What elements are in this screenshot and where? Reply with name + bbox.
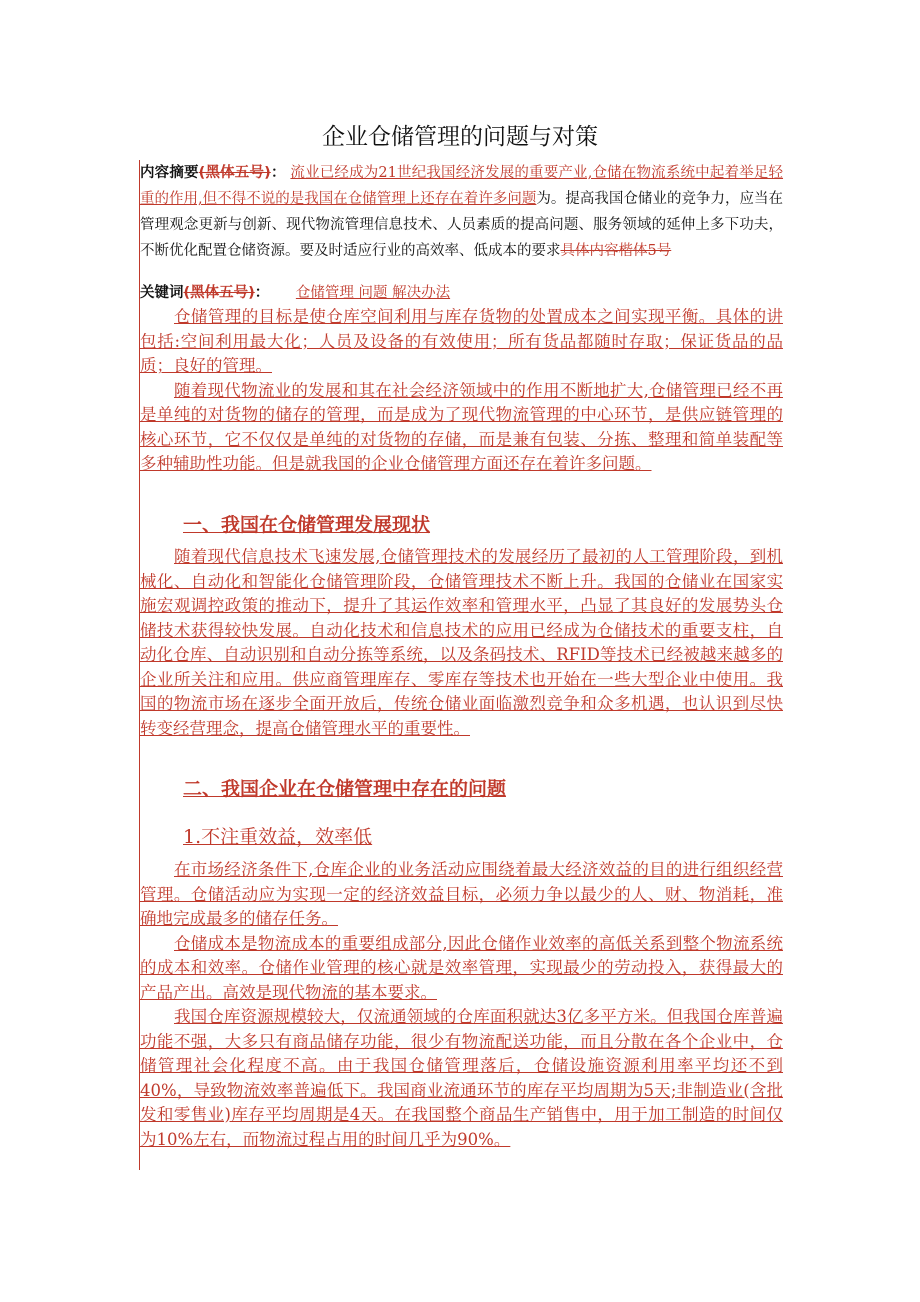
section2-body: [140, 858, 783, 1152]
section2-paragraph: 在市场经济条件下,仓库企业的业务活动应围绕着最大经济效益的目的进行组织经营管理。仓储活动应为实现一定的经济效益目标，必须力争以最少的人、财、物消耗，准确地完成最多的储存任务。: [140, 860, 783, 928]
keywords: [140, 282, 783, 304]
section2-paragraph: 仓储成本是物流成本的重要组成部分,因此仓储作业效率的高低关系到整个物流系统的成本和效率。仓储作业管理的核心就是效率管理，实现最少的劳动投入，获得最大的产品产出。高效是现代物流的基本要求。: [140, 933, 783, 1002]
section1-heading: 一、我国在仓储管理发展现状: [183, 514, 431, 536]
abstract: [140, 160, 783, 264]
section2-paragraph: 我国仓库资源规模较大，仅流通领域的仓库面积就达3亿多平方米。但我国仓库普遍功能不强，大多只有商品储存功能，很少有物流配送功能，而且分散在各个企业中，仓储管理社会化程度不高。由于我国仓储管理落后，仓储设施资源利用率平均还不到40%，导致物流效率普遍低下。我国商业流通环节的库存平均周期为5天;非制造业(含批发和零售业)库存平均周期是4天。在我国整个商品生产销售中，用于加工制造的时间仅为10%左右，而物流过程占用的时间几乎为90%。: [140, 1007, 783, 1149]
abstract-inserted-text: 流业已经成为21世纪我国经济发展的重要产业,仓储在物流系统中起着举足轻重的作用,但不得不说的是我国在仓储管理上还存在着许多问题: [140, 165, 784, 207]
keywords-label: 关键词: [140, 285, 184, 301]
abstract-deleted-note: 具体内容楷体5号: [560, 243, 672, 259]
abstract-colon: ：: [270, 165, 286, 181]
document-title: 企业仓储管理的问题与对策: [322, 124, 598, 150]
abstract-label-format-note: (黑体五号): [198, 165, 271, 181]
keywords-label-format-note: (黑体五号): [183, 285, 255, 301]
section1-paragraph: 随着现代信息技术飞速发展,仓储管理技术的发展经历了最初的人工管理阶段，到机械化、自动化和智能化仓储管理阶段，仓储管理技术不断上升。我国的仓储业在国家实施宏观调控政策的推动下，提升了其运作效率和管理水平，凸显了其良好的发展势头仓储技术获得较快发展。自动化技术和信息技术的应用已经成为仓储技术的重要支柱，自动化仓库、自动识别和自动分拣等系统，以及条码技术、RFID等技术已经被越来越多的企业所关注和应用。供应商管理库存、零库存等技术也开始在一些大型企业中使用。我国的物流市场在逐步全面开放后，传统仓储业面临激烈竞争和众多机遇，也认识到尽快转变经营理念，提高仓储管理水平的重要性。: [140, 547, 783, 738]
section2-heading: 二、我国企业在仓储管理中存在的问题: [183, 778, 507, 800]
intro: [140, 305, 783, 477]
intro-paragraph: 仓储管理的目标是使仓库空间利用与库存货物的处置成本之间实现平衡。具体的讲包括:空间利用最大化；人员及设备的有效使用；所有货品都随时存取；保证货品的品质；良好的管理。: [140, 307, 783, 375]
intro-paragraph: 随着现代物流业的发展和其在社会经济领域中的作用不断地扩大,仓储管理已经不再是单纯的对货物的储存的管理，而是成为了现代物流管理的中心环节，是供应链管理的核心环节，它不仅仅是单纯的对货物的存储，而是兼有包装、分拣、整理和简单装配等多种辅助性功能。但是就我国的企业仓储管理方面还存在着许多问题。: [140, 380, 783, 473]
keywords-value: 仓储管理 问题 解决办法: [295, 285, 451, 301]
section2-subheading: 1.不注重效益，效率低: [183, 826, 373, 848]
keywords-colon: ：: [254, 285, 270, 301]
abstract-label: 内容摘要: [140, 165, 199, 181]
abstract-text: 为。提高我国仓储业的竞争力，应当在管理观念更新与创新、现代物流管理信息技术、人员素质的提高问题、服务领域的延伸上多下功夫，不断优化配置仓储资源。要及时适应行业的高效率、低成本的要求: [140, 191, 784, 259]
section1-body: [140, 545, 783, 741]
